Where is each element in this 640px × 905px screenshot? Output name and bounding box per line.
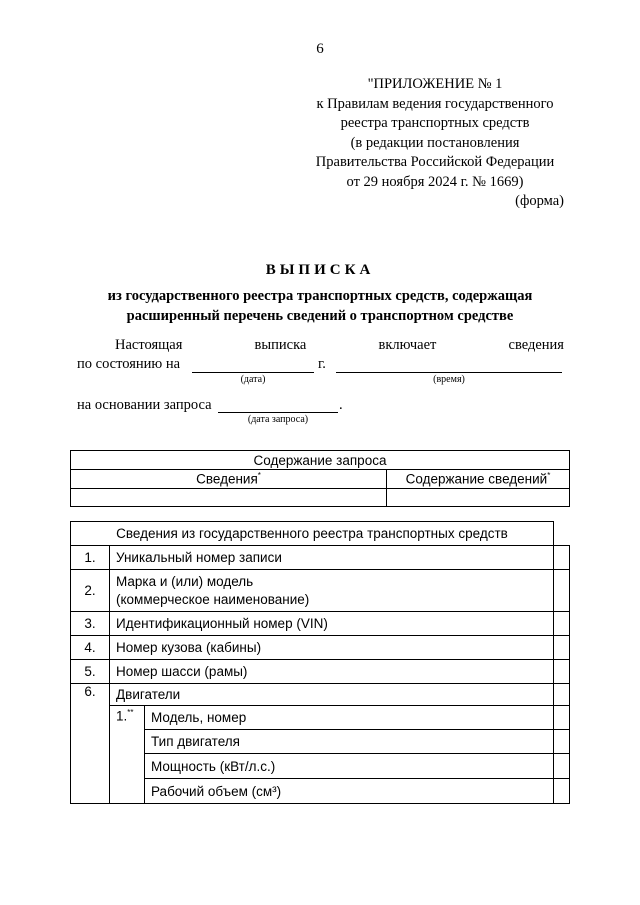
- annex-line: "ПРИЛОЖЕНИЕ № 1: [367, 76, 503, 92]
- time-field-line[interactable]: [336, 372, 562, 373]
- basis-end: .: [339, 397, 343, 413]
- intro-word: Настоящая: [115, 337, 183, 353]
- value-cell[interactable]: [553, 612, 569, 636]
- request-col-info: Сведения*: [71, 470, 387, 489]
- annex-line: к Правилам ведения государственного: [316, 95, 554, 112]
- value-cell[interactable]: [553, 570, 569, 612]
- table-row: 1.** Модель, номер: [71, 706, 570, 730]
- basis-label: на основании запроса: [77, 397, 212, 413]
- annex-line: Правительства Российской Федерации: [315, 154, 555, 170]
- intro-word: сведения: [508, 337, 564, 353]
- table-row: Тип двигателя: [71, 730, 570, 754]
- time-caption: (время): [433, 374, 465, 385]
- table-row: 6. Двигатели: [71, 684, 570, 706]
- year-suffix: г.: [318, 356, 326, 372]
- request-date-caption: (дата запроса): [247, 414, 309, 425]
- intro-word: выписка: [254, 337, 307, 353]
- table-row: 1. Уникальный номер записи: [71, 546, 570, 570]
- subtitle-line-1: из государственного реестра транспортных средств, содержащая: [107, 288, 533, 304]
- table-row: 3. Идентификационный номер (VIN): [71, 612, 570, 636]
- request-table-title: Содержание запроса: [71, 451, 570, 470]
- annex-line: (в редакции постановления: [350, 134, 520, 151]
- value-cell[interactable]: [553, 684, 569, 706]
- request-table: [70, 450, 570, 507]
- value-cell[interactable]: [553, 660, 569, 684]
- date-caption: (дата): [240, 374, 266, 385]
- document-title: ВЫПИСКА: [265, 262, 375, 278]
- form-label: (форма): [515, 193, 564, 209]
- request-cell-empty[interactable]: [71, 489, 387, 507]
- value-cell[interactable]: [553, 730, 569, 754]
- page-number: 6: [316, 41, 324, 57]
- table-row: 2. Марка и (или) модель (коммерческое наименование): [71, 570, 570, 612]
- subtitle-line-2: расширенный перечень сведений о транспортном средстве: [126, 307, 514, 324]
- table-row: Рабочий объем (см³): [71, 779, 570, 804]
- annex-line: от 29 ноября 2024 г. № 1669): [346, 173, 524, 190]
- table-row: 5. Номер шасси (рамы): [71, 660, 570, 684]
- intro-word: включает: [378, 337, 437, 353]
- intro-line: [115, 337, 564, 354]
- document-subtitle: [70, 287, 570, 326]
- annex-line: реестра транспортных средств: [340, 115, 530, 131]
- annex-header: [300, 75, 570, 192]
- value-cell[interactable]: [553, 706, 569, 730]
- request-date-line[interactable]: [218, 412, 338, 413]
- table-row: 4. Номер кузова (кабины): [71, 636, 570, 660]
- value-cell[interactable]: [553, 779, 569, 804]
- engine-number: 1.**: [110, 706, 145, 804]
- value-cell[interactable]: [553, 546, 569, 570]
- table-row: Мощность (кВт/л.с.): [71, 754, 570, 779]
- value-cell[interactable]: [553, 636, 569, 660]
- request-cell-empty[interactable]: [387, 489, 570, 507]
- registry-table: [70, 521, 570, 804]
- date-field-line[interactable]: [192, 372, 314, 373]
- as-of-label: по состоянию на: [77, 356, 181, 372]
- registry-table-title: Сведения из государственного реестра транспортных средств: [71, 522, 554, 546]
- value-cell[interactable]: [553, 754, 569, 779]
- request-col-content: Содержание сведений*: [387, 470, 570, 489]
